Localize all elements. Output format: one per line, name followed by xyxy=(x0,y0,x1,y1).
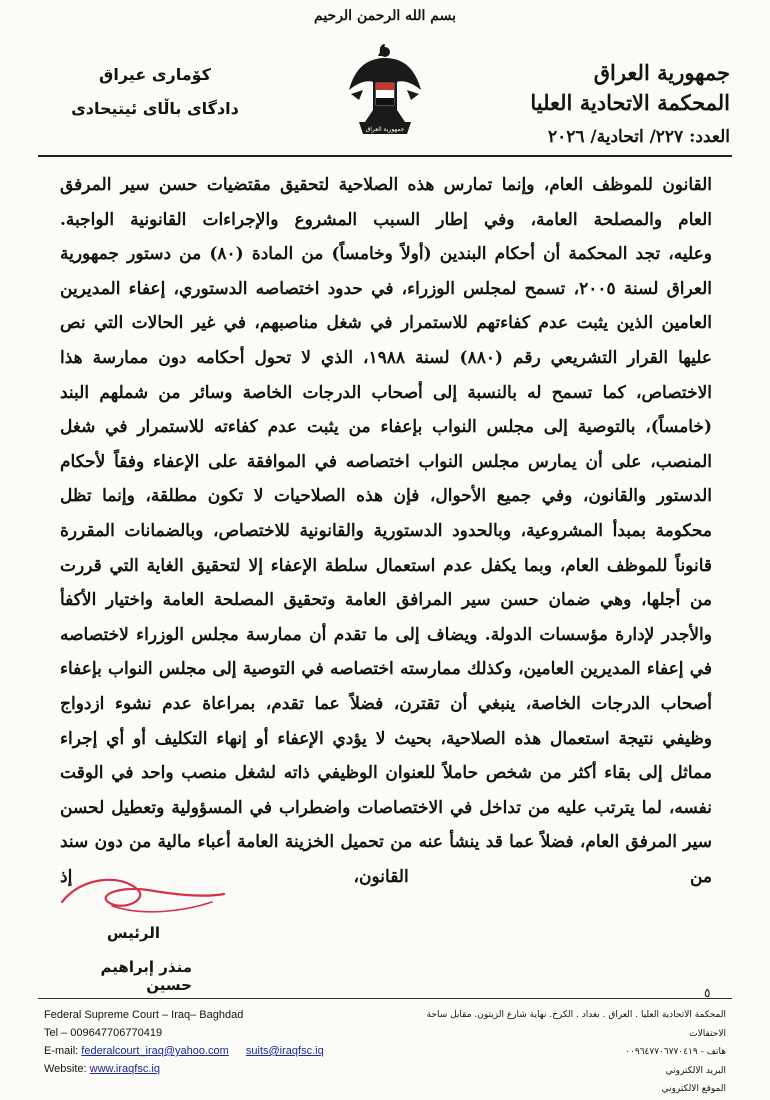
arabic-court-name: المحكمة الاتحادية العليا xyxy=(530,90,730,115)
footer-divider xyxy=(38,998,732,999)
footer-website-label: Website: xyxy=(44,1063,87,1075)
footer-english xyxy=(44,1006,374,1078)
body-paragraph-2: وعليه، تجد المحكمة أن أحكام البندين (أولاً وخامساً) من المادة (٨٠) من دستور جمهورية العراق لسنة ٢٠٠٥، تسمح لمجلس الوزراء، في حدود اختصاصه الدستوري، إعفاء المديرين العامين الذين يثبت عدم كفاءتهم للاستمرار في شغل مناصبهم، في غير الحالات التي نص عليها القرار التشريعي رقم (٨٨٠) لسنة ١٩٨٨، الذي لا تحول أحكامه دون ممارسة هذا الاختصاص، كما تسمح له بالنسبة إلى أصحاب الدرجات الخاصة وسائر من شملهم البند (خامساً)، بالتوصية إلى مجلس النواب بإعفاء من يثبت عدم كفاءته للاستمرار في شغل المنصب، على أن يمارس مجلس النواب اختصاصه في الموافقة على الإعفاء وفقاً لأحكام الدستور والقانون، وفي جميع الأحوال، فإن هذه الصلاحيات لا تكون مطلقة، وإنما تظل محكومة بمبدأ المشروعية، وبالحدود الدستورية والقانونية للاختصاص، وبالضمانات المقررة قانوناً للموظف العام، وبما يكفل عدم استعمال سلطة الإعفاء إلا لتحقيق الغاية التي قررت من أجلها، وهي ضمان حسن سير المرافق العامة وتحقيق المصلحة العامة واختيار الأكفأ والأجدر لإدارة مؤسسات الدولة. ويضاف إلى ما تقدم أن ممارسة مجلس الوزراء لاختصاصه في إعفاء المديرين العامين، وكذلك ممارسته اختصاصه في التوصية إلى مجلس النواب بإعفاء أصحاب الدرجات الخاصة، ينبغي أن تقترن، فضلاً عما تقدم، بمراعاة عدم نشوء ازدواج وظيفي نتيجة استعمال هذه الصلاحية، بحيث لا يؤدي الإعفاء أو إنهاء التكليف أو أي إجراء مماثل إلى بقاء أكثر من شخص حاملاً للعنوان الوظيفي ذاته لشغل منصب واحد في الوقت نفسه، لما يترتب عليه من تداخل في الاختصاصات واضطراب في المسؤولية وتعطيل لحسن سير المرفق العام، فضلاً عما قد ينشأ عنه من تحميل الخزينة العامة أعباء مالية من دون سند من القانون، إذ xyxy=(60,244,712,887)
footer-email-link-2[interactable]: suits@iraqfsc.iq xyxy=(245,1045,324,1057)
kurdish-country-name: كۆماری عیراق xyxy=(99,65,211,84)
page-number: ٥ xyxy=(704,986,711,1000)
footer-email-label: E-mail: xyxy=(44,1045,79,1057)
reference-number: العدد: ٢٢٧/ اتحادية/ ٢٠٢٦ xyxy=(547,127,730,147)
footer-arabic-website-label: الموقع الالكتروني xyxy=(661,1084,726,1094)
arabic-header xyxy=(470,58,730,152)
signatory-name: منذر إبراهيم حسين xyxy=(100,958,192,994)
footer-website-row xyxy=(44,1060,374,1078)
president-signature xyxy=(52,872,232,922)
header-divider xyxy=(38,155,732,157)
footer-arabic xyxy=(406,1006,726,1099)
body-paragraph-1: القانون للموظف العام، وإنما تمارس هذه الصلاحية لتحقيق مقتضيات حسن سير المرفق العام والمصلحة العامة، وفي إطار السبب المشروع والإجراءات القانونية الواجبة. xyxy=(60,175,712,230)
arabic-country-name: جمهورية العراق xyxy=(593,60,730,85)
footer-arabic-phone: هاتف - ٠٠٩٦٤٧٧٠٦٧٧٠٤١٩ xyxy=(625,1047,726,1057)
footer-website-link[interactable]: www.iraqfsc.iq xyxy=(89,1063,160,1075)
kurdish-court-name: دادگای باڵای ئیتیحادی xyxy=(71,99,239,118)
basmala: بسم الله الرحمن الرحيم xyxy=(314,8,456,24)
footer-email-link-1[interactable]: federalcourt_iraq@yahoo.com xyxy=(81,1045,229,1057)
document-body xyxy=(60,168,712,887)
footer-telephone: Tel – 009647706770419 xyxy=(44,1027,163,1039)
kurdish-header xyxy=(40,58,270,126)
iraq-eagle-emblem-icon xyxy=(345,38,425,148)
footer-arabic-address: المحكمة الاتحادية العليا . العراق . بغداد . الكرخ. نهاية شارع الزيتون. مقابل ساحة الاحتفالات xyxy=(426,1010,726,1039)
footer-court-name: Federal Supreme Court – Iraq– Baghdad xyxy=(44,1009,244,1021)
emblem-caption: جمهورية العراق xyxy=(365,126,405,133)
signatory-title: الرئيس xyxy=(106,924,160,942)
footer-email-row xyxy=(44,1042,374,1060)
footer-arabic-email-label: البريد الالكتروني xyxy=(665,1065,726,1076)
